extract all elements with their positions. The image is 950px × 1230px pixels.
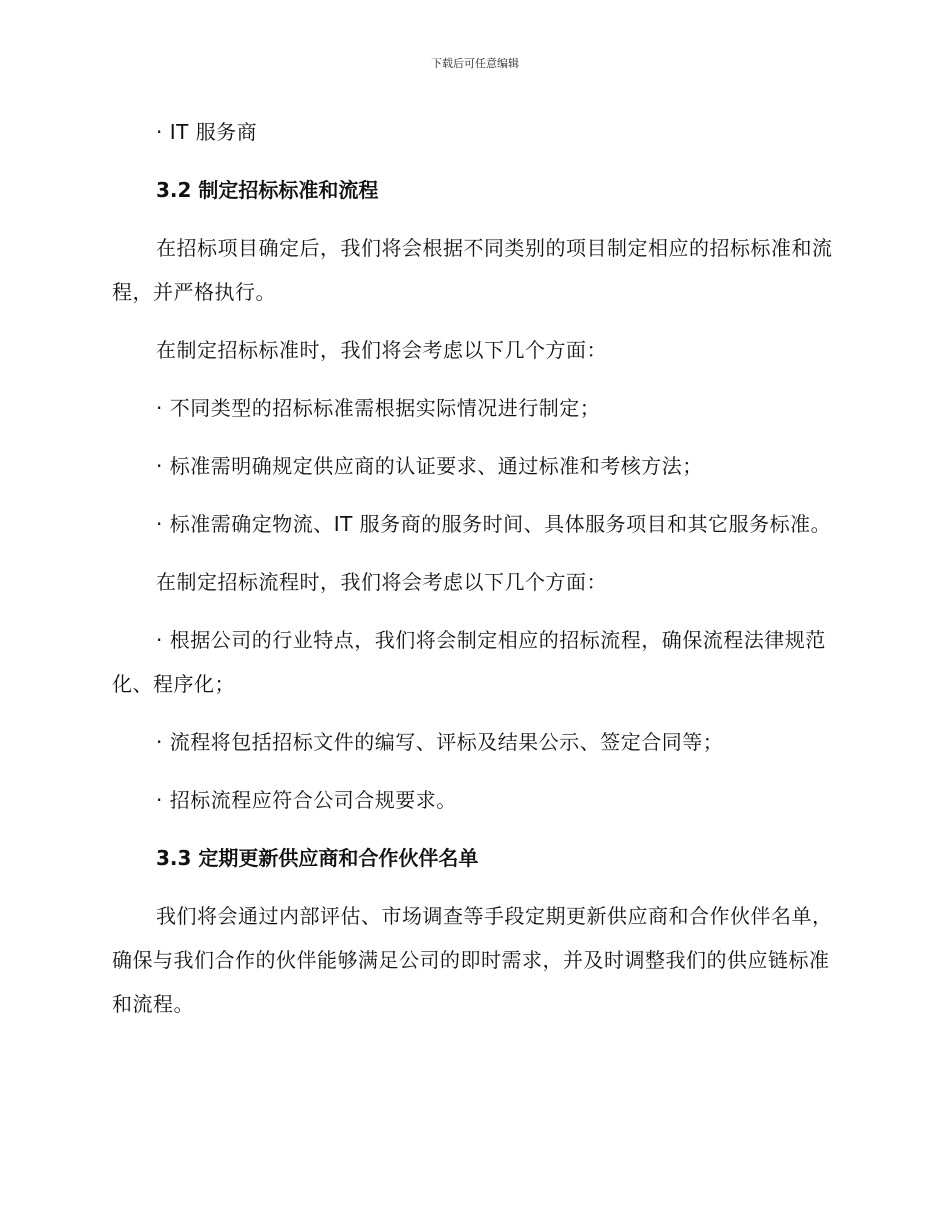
paragraph-process-aspects: 在制定招标流程时，我们将会考虑以下几个方面： [156,570,607,594]
page-header-note: 下载后可任意编辑 [431,57,519,70]
bullet-standard-1: · 不同类型的招标标准需根据实际情况进行制定； [156,396,601,420]
paragraph-intro-3-2: 在招标项目确定后，我们将会根据不同类别的项目制定相应的招标标准和流程，并严格执行。 [112,236,833,304]
section-heading-3-2: 3.2 制定招标标准和流程 [156,178,379,202]
bullet-it-service: · IT 服务商 [156,120,258,144]
paragraph-intro-3-3: 我们将会通过内部评估、市场调查等手段定期更新供应商和合作伙伴名单，确保与我们合作的伙伴能够满足公司的即时需求，并及时调整我们的供应链标准和流程。 [112,904,833,1016]
bullet-process-2: · 流程将包括招标文件的编写、评标及结果公示、签定合同等； [156,730,724,754]
bullet-standard-2: · 标准需明确规定供应商的认证要求、通过标准和考核方法； [156,454,703,478]
bullet-process-3: · 招标流程应符合公司合规要求。 [156,788,457,812]
paragraph-standard-aspects: 在制定招标标准时，我们将会考虑以下几个方面： [156,338,607,362]
bullet-standard-3: · 标准需确定物流、IT 服务商的服务时间、具体服务项目和其它服务标准。 [156,512,832,536]
bullet-process-1: · 根据公司的行业特点，我们将会制定相应的招标流程，确保流程法律规范化、程序化； [112,628,826,696]
document-body [112,110,834,1040]
section-heading-3-3: 3.3 定期更新供应商和合作伙伴名单 [156,846,479,870]
